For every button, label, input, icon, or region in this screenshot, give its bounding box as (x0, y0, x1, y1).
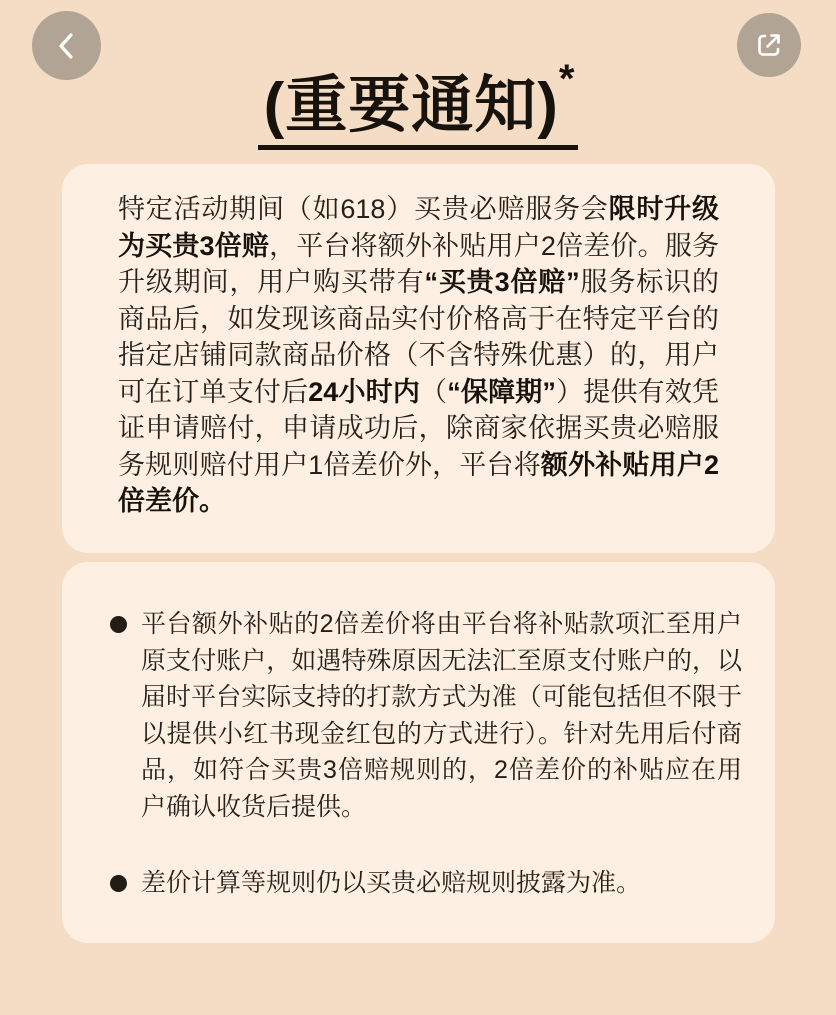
rule-text-compensation: 平台额外补贴的2倍差价将由平台将补贴款项汇至用户原支付账户，如遇特殊原因无法汇至原支付账户的，以届时平台实际支持的打款方式为准（可能包括但不限于以提供小红书现金红包的方式进行）。针对先用后付商品，如符合买贵3倍赔规则的，2倍差价的补贴应在用户确认收货后提供。 (141, 610, 742, 821)
page-title (0, 57, 836, 150)
rules-card (62, 562, 775, 943)
bullet-icon (110, 616, 127, 633)
title-asterisk: * (558, 57, 575, 101)
list-item (110, 865, 747, 902)
notice-paragraph: 特定活动期间（如618）买贵必赔服务会限时升级为买贵3倍赔，平台将额外补贴用户2倍差价。服务升级期间，用户购买带有“买贵3倍赔”服务标识的商品后，如发现该商品实付价格高于在特定平台的指定店铺同款商品价格（不含特殊优惠）的，用户可在订单支付后24小时内（“保障期”）提供有效凭证申请赔付，申请成功后，除商家依据买贵必赔服务规则赔付用户1倍差价外，平台将额外补贴用户2倍差价。 (118, 194, 720, 516)
page-title-text (258, 57, 579, 150)
rule-text-calculation: 差价计算等规则仍以买贵必赔规则披露为准。 (141, 869, 642, 897)
list-item (110, 606, 747, 825)
bullet-icon (110, 875, 127, 892)
title-label: (重要通知) (263, 71, 559, 140)
notice-card (62, 164, 775, 553)
